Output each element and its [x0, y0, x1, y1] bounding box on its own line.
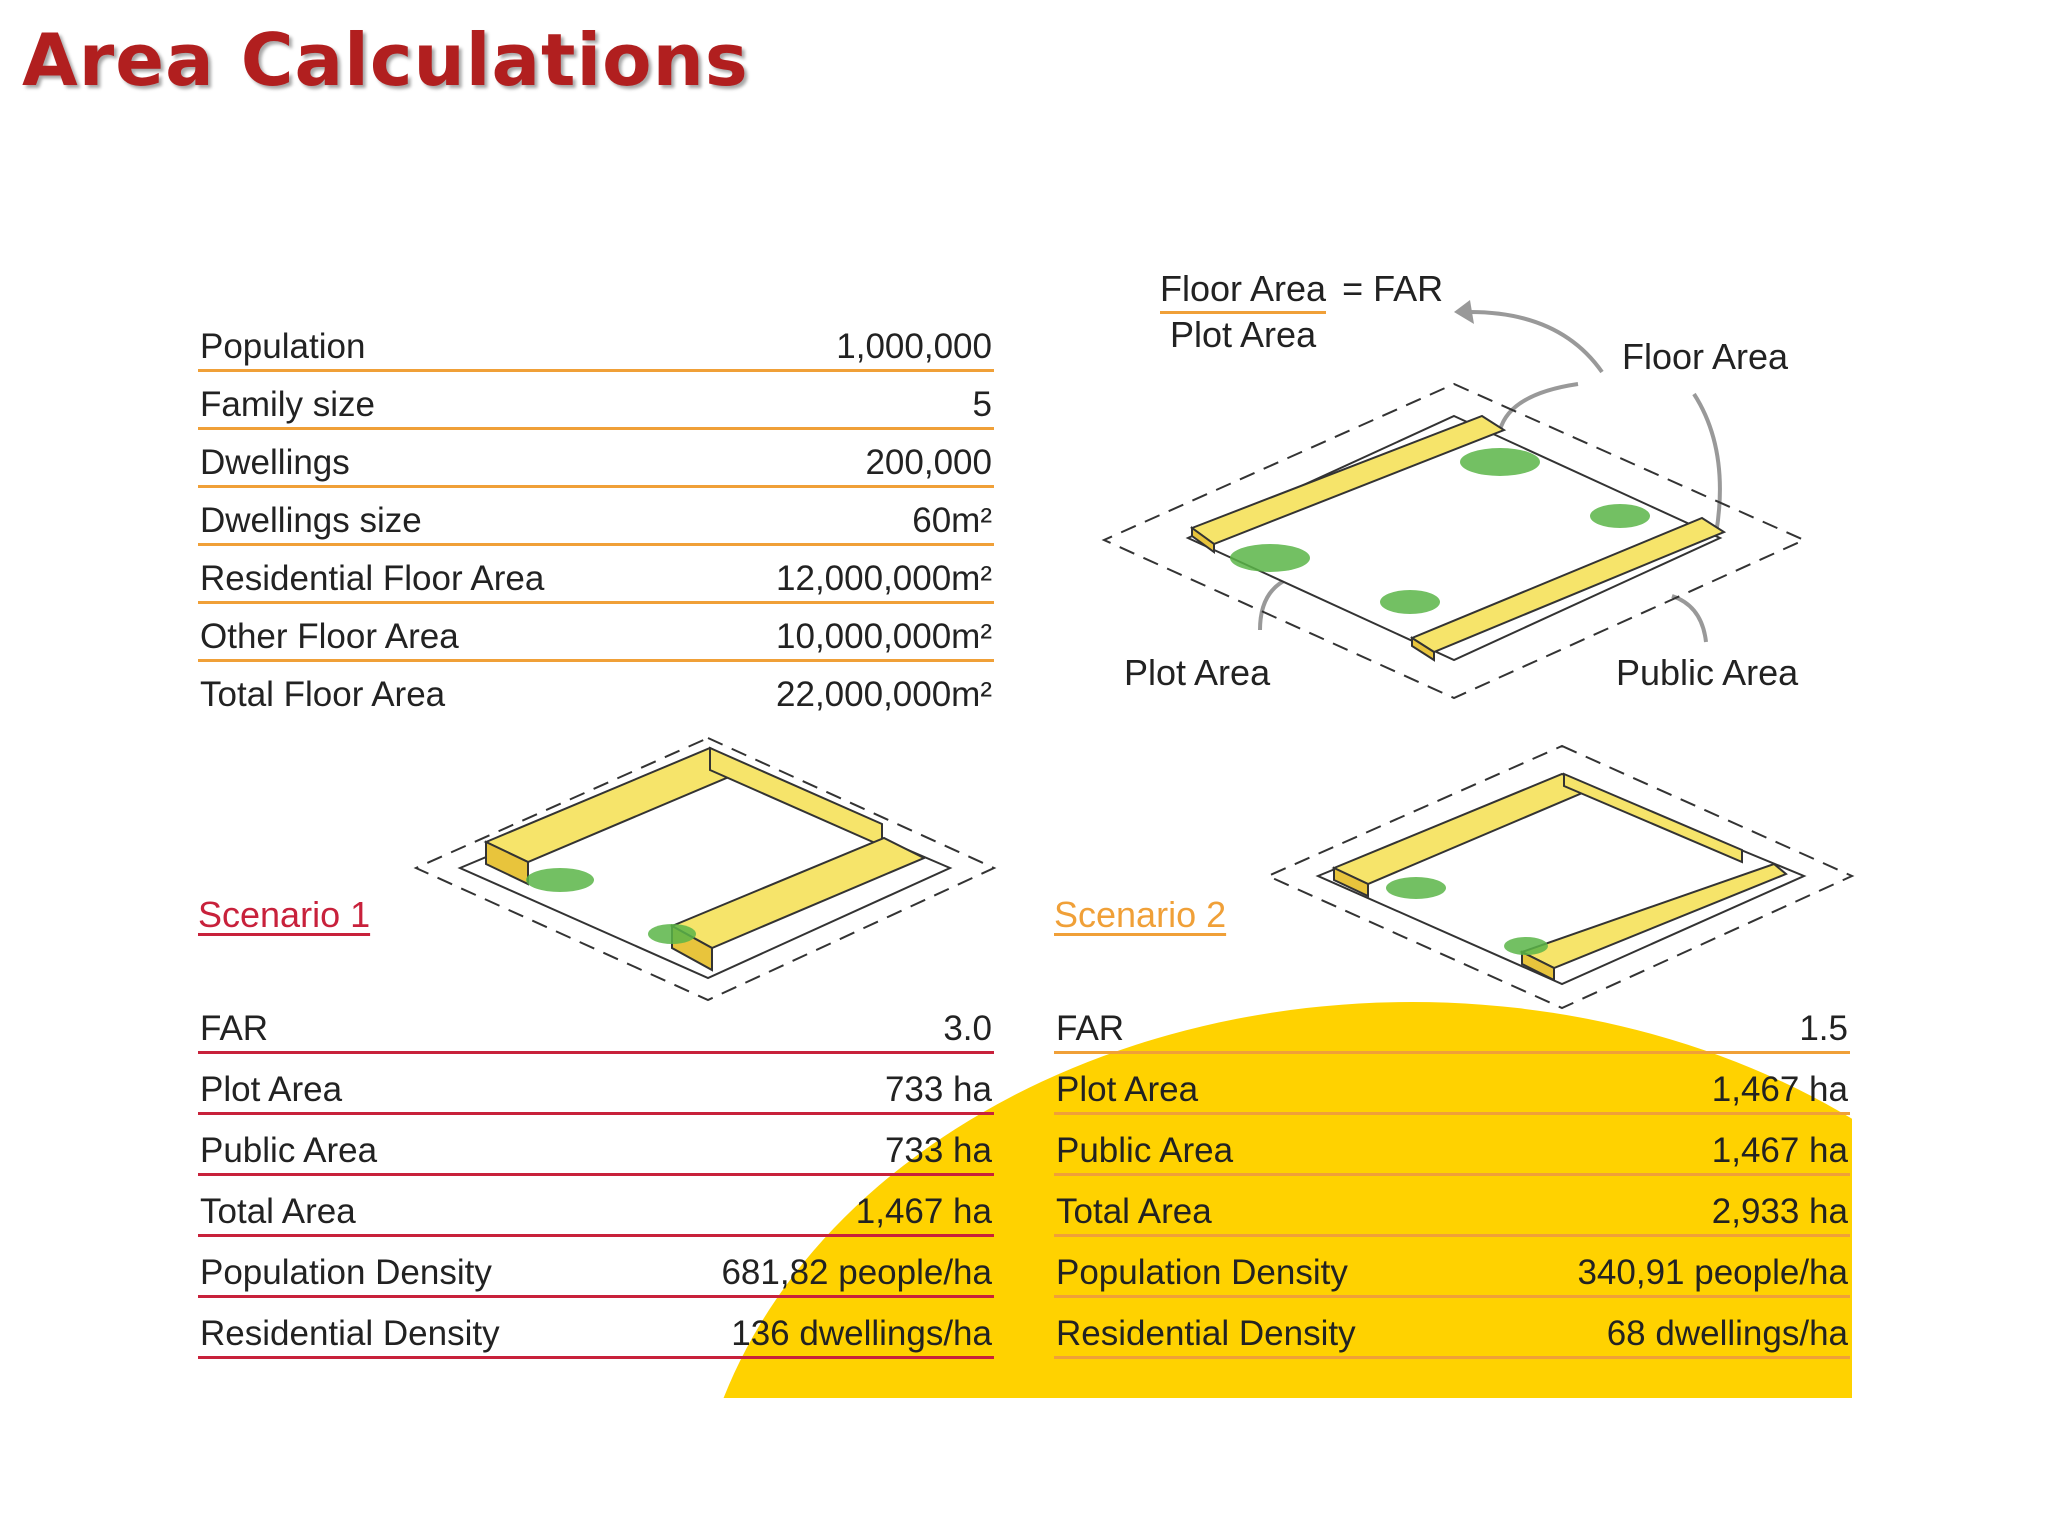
row-label: Plot Area	[200, 1070, 343, 1109]
row-value: 733 ha	[884, 1131, 992, 1170]
row-value: 681,82 people/ha	[721, 1253, 992, 1292]
table-row	[198, 993, 994, 1054]
page-title: Area Calculations	[22, 18, 749, 102]
label-plot-area: Plot Area	[1124, 652, 1271, 693]
tree-cluster-icon	[1380, 590, 1440, 614]
row-label: Population Density	[1056, 1253, 1348, 1292]
table-row	[1054, 1054, 1850, 1115]
tree-cluster-icon	[1504, 937, 1548, 955]
scenario1-heading: Scenario 1	[198, 894, 371, 935]
row-value: 2,933 ha	[1711, 1192, 1848, 1231]
table-row	[198, 488, 994, 546]
main-table	[198, 314, 994, 717]
row-label: FAR	[200, 1009, 269, 1048]
row-label: Other Floor Area	[200, 617, 459, 656]
row-label: Family size	[200, 385, 376, 424]
tree-cluster-icon	[1386, 877, 1446, 899]
table-row	[198, 1115, 994, 1176]
arrow-public-area	[1672, 596, 1706, 642]
table-row	[198, 546, 994, 604]
label-floor-area: Floor Area	[1622, 336, 1789, 377]
table-row	[198, 1298, 994, 1359]
arrow-floor-area-to-formula	[1470, 312, 1602, 372]
table-row	[1054, 993, 1850, 1054]
row-label: Population Density	[200, 1253, 492, 1292]
row-value: 1.5	[1799, 1009, 1848, 1048]
row-label: Population	[200, 327, 366, 366]
row-label: Total Floor Area	[200, 675, 446, 714]
scenario2-table	[1054, 993, 1850, 1359]
row-label: Total Area	[1056, 1192, 1212, 1231]
tree-cluster-icon	[526, 868, 594, 892]
scenario2-heading: Scenario 2	[1054, 894, 1227, 935]
arrow-head-icon	[1454, 300, 1474, 324]
table-row	[198, 1176, 994, 1237]
row-value: 200,000	[865, 443, 992, 482]
tree-cluster-icon	[1460, 448, 1540, 476]
table-row	[1054, 1298, 1850, 1359]
tree-cluster-icon	[648, 924, 696, 944]
row-label: Total Area	[200, 1192, 356, 1231]
tree-cluster-icon	[1230, 544, 1310, 572]
table-row	[198, 430, 994, 488]
table-row	[198, 604, 994, 662]
table-row	[1054, 1237, 1850, 1298]
row-value: 68 dwellings/ha	[1606, 1314, 1848, 1353]
table-row	[198, 1237, 994, 1298]
table-row	[1054, 1176, 1850, 1237]
scenario1-table	[198, 993, 994, 1359]
row-value: 3.0	[943, 1009, 992, 1048]
table-row	[1054, 1115, 1850, 1176]
row-label: Residential Density	[1056, 1314, 1356, 1353]
row-value: 60m²	[912, 501, 992, 540]
tree-cluster-icon	[1590, 504, 1650, 528]
scenario1-diagram	[410, 734, 1010, 1004]
arrow-floor-area-to-left-building	[1500, 384, 1578, 430]
row-value: 12,000,000m²	[776, 559, 992, 598]
row-label: Residential Density	[200, 1314, 500, 1353]
row-value: 5	[972, 385, 992, 424]
row-value: 1,467 ha	[1711, 1131, 1848, 1170]
row-value: 340,91 people/ha	[1577, 1253, 1848, 1292]
row-value: 10,000,000m²	[776, 617, 992, 656]
row-value: 1,467 ha	[1711, 1070, 1848, 1109]
scenario2-diagram	[1264, 740, 1864, 1010]
row-label: Residential Floor Area	[200, 559, 545, 598]
label-public-area: Public Area	[1616, 652, 1799, 693]
formula-equals: = FAR	[1342, 268, 1444, 309]
formula-denominator: Plot Area	[1170, 314, 1317, 355]
far-diagram	[1090, 290, 1830, 710]
row-label: Dwellings size	[200, 501, 422, 540]
row-label: FAR	[1056, 1009, 1125, 1048]
row-value: 1,467 ha	[855, 1192, 992, 1231]
row-value: 1,000,000	[836, 327, 992, 366]
table-row	[198, 1054, 994, 1115]
row-label: Public Area	[200, 1131, 378, 1170]
row-label: Dwellings	[200, 443, 350, 482]
table-row	[198, 314, 994, 372]
row-label: Plot Area	[1056, 1070, 1199, 1109]
table-row	[198, 372, 994, 430]
row-value: 136 dwellings/ha	[731, 1314, 992, 1353]
formula-numerator: Floor Area	[1160, 268, 1326, 314]
row-value: 733 ha	[884, 1070, 992, 1109]
row-label: Public Area	[1056, 1131, 1234, 1170]
table-row	[198, 662, 994, 717]
arrow-floor-area-to-right-building	[1694, 394, 1720, 534]
row-value: 22,000,000m²	[776, 675, 992, 714]
